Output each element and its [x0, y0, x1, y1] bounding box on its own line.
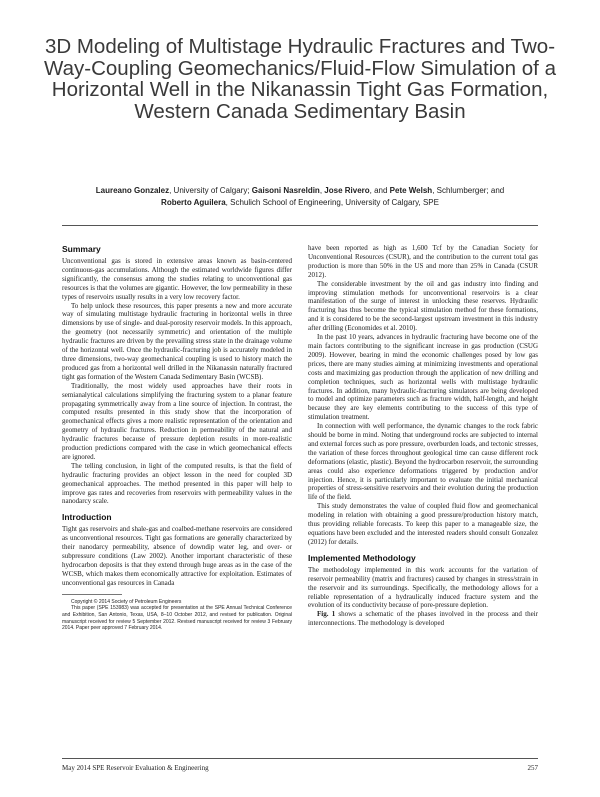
body-paragraph: In the past 10 years, advances in hydraulic fracturing have become one of the main factors contributing to the significant increase in gas production (CSUG 2009). However, bearing in mind the economic challenges posed by low gas prices, there are many studies aiming at minimizing investments and operational costs and maximizing gas production through the application of new drilling and completion techniques, such as horizontal wells with multistage hydraulic fractures. In addition, many hydraulic-fracturing simulators are being developed to model and optimize parameters such as fracture width, half-length, and height because they are key elements contributing to the success of this type of stimulation treatment. [308, 333, 538, 422]
figure-reference-text: shows a schematic of the phases involved in the process and their interconnections. The methodology is developed [308, 610, 538, 628]
author-name: Gaisoni Nasreldin [251, 186, 320, 195]
body-paragraph: The methodology implemented in this work accounts for the variation of reservoir permeability (matrix and fractures) caused by changes in stress/strain in the reservoir and its surroundings. Specifically, the methodology allows for a reliable representation of a hydraulically induced fracture system and the evolution of its conductivity because of pore-pressure depletion. [308, 565, 538, 610]
footnote-rule [62, 594, 122, 595]
author-affiliation: , Schulich School of Engineering, University of Calgary, SPE [225, 198, 439, 207]
header-rule [62, 225, 538, 226]
body-paragraph: In connection with well performance, the dynamic changes to the rock fabric should be borne in mind. Noting that underground rocks are subjected to internal and external forces such as pore pressure, overburden loads, and tectonic stresses, the variation of these forces throughout geological time can cause different rock deformations (elastic, plastic). Beyond the hydrocarbon reservoir, the surrounding areas could also experience deformations triggered by production and/or injection. Hence, it is particularly important to evaluate the initial mechanical properties of stress-sensitive reservoirs and their evolution during the production life of the field. [308, 422, 538, 502]
introduction-paragraph: Tight gas reservoirs and shale-gas and coalbed-methane reservoirs are considered as unconventional resources. Tight gas formations are generally characterized by their nanodarcy permeability, absence of downdip water leg, and over- or subpressure conditions (Law 2002). Another important characteristic of these hydrocarbon deposits is that they extend through huge areas as in the case of the WCSB, which makes them economically attractive for exploitation. Estimates of unconventional gas resources in Canada [62, 525, 292, 587]
introduction-heading: Introduction [62, 512, 112, 523]
summary-paragraph: Unconventional gas is stored in extensive areas known as basin-centered continuous-gas accumulations. Although the estimated worldwide figures differ significantly, the consensus among the studies relating to unconventional gas resources is that the volumes are gigantic. However, the low permeability in these types of reservoirs usually results in a very low recovery factor. [62, 257, 292, 301]
paper-title: 3D Modeling of Multistage Hydraulic Fractures and Two-Way-Coupling Geomechanics/Fluid-Flow Simulation of a Horizontal Well in the Nikanassin Tight Gas Formation, Western Canada Sedimentary Basin [44, 35, 556, 123]
footnote: This paper (SPE 153983) was accepted for presentation at the SPE Annual Technical Conference and Exhibition, San Antonio, Texas, USA, 8–10 October 2012, and revised for publication. Original manuscript received for review 5 September 2012. Revised manuscript received for review 3 February 2014. Paper peer approved 7 February 2014. [62, 605, 292, 632]
figure-reference: Fig. 1 [317, 610, 336, 619]
author-name: Roberto Aguilera [161, 198, 226, 207]
body-paragraph [308, 610, 538, 628]
left-column [62, 244, 292, 632]
summary-paragraph: Traditionally, the most widely used approaches have their roots in semianalytical calculations simplifying the fracturing system to a planar feature propagating symmetrically away from a line source of injection. In contrast, the computed results presented in this study show that the incorporation of geomechanical effects gives a more realistic representation of the orientation and geometry of hydraulic fractures. Reduction in permeability of the natural and hydraulic fractures because of pressure depletion results in more-realistic production predictions compared with the case in which geomechanical effects are ignored. [62, 381, 292, 461]
author-name: Laureano Gonzalez [95, 186, 170, 195]
author-list [55, 185, 545, 209]
journal-footer: May 2014 SPE Reservoir Evaluation & Engineering [62, 764, 209, 772]
author-separator: , [319, 186, 325, 195]
body-paragraph: have been reported as high as 1,600 Tcf by the Canadian Society for Unconventional Resources (CSUR), and the contribution to the current total gas production is more than 50% in the US and more than 25% in Canada (CSUR 2012). [308, 244, 538, 279]
footer-rule [62, 758, 538, 759]
author-affiliation: , University of Calgary; [169, 186, 252, 195]
body-paragraph: The considerable investment by the oil and gas industry into finding and improving stimulation methods for unconventional reservoirs is a clear manifestation of the surge of interest in unlocking these reserves. Hydraulic fracturing has thus become the typical stimulation method for these formations, and it is considered to be the second-largest upstream investment in this industry after drilling (Economides et al. 2010). [308, 279, 538, 333]
author-affiliation: , Schlumberger; and [432, 186, 505, 195]
summary-heading: Summary [62, 244, 101, 254]
author-name: Jose Rivero [324, 186, 370, 195]
page-number: 257 [527, 764, 538, 772]
methodology-heading: Implemented Methodology [308, 552, 416, 563]
author-name: Pete Welsh [389, 186, 433, 195]
summary-paragraph: The telling conclusion, in light of the computed results, is that the field of hydraulic fracturing provides an object lesson in the need for coupled 3D geomechanical approaches. The method presented in this paper will help to improve gas rates and recoveries from reservoirs with permeability values in the nanodarcy scale. [62, 461, 292, 506]
right-column [308, 244, 538, 628]
copyright-notice: Copyright © 2014 Society of Petroleum Engineers [71, 598, 182, 605]
summary-paragraph: To help unlock these resources, this paper presents a new and more accurate way of simulating multistage hydraulic fracturing in horizontal wells in three dimensions by use of single- and dual-porosity reservoir models. In this approach, the geometry (not necessarily symmetric) and orientation of the multiple hydraulic fractures are driven by the prevailing stress state in the drainage volume of the horizontal well. Once the hydraulic-fracturing job is accurately modeled in three dimensions, two-way geomechanical coupling is used to history match the produced gas from a horizontal well drilled in the Nikanassin naturally fractured tight gas formation of the Western Canada Sedimentary Basin (WCSB). [62, 301, 292, 381]
author-separator: , and [369, 186, 390, 195]
body-paragraph: This study demonstrates the value of coupled fluid flow and geomechanical modeling in relation with obtaining a good pressure/production history match, thus providing reliable forecasts. To keep this paper to a manageable size, the equations have been excluded and the interested readers should consult Gonzalez (2012) for details. [308, 502, 538, 546]
